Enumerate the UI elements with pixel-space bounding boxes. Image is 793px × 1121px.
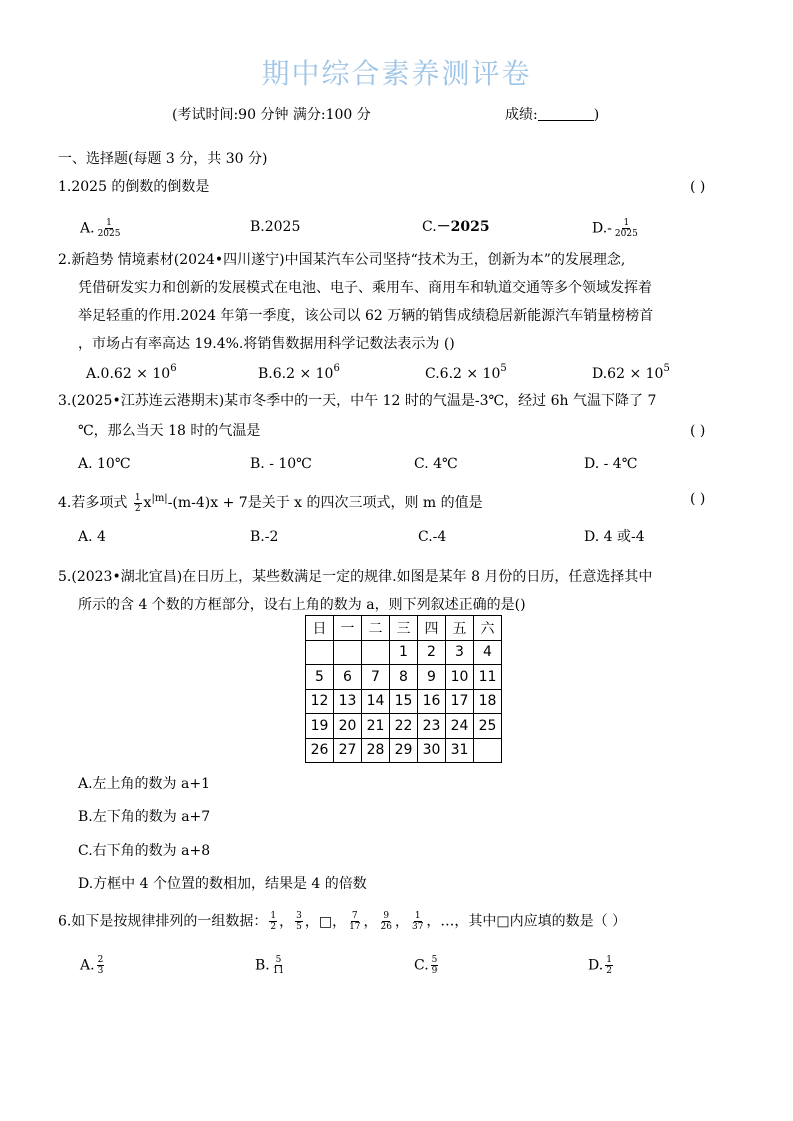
q6-option-a: A. $\frac{2}{3}$: [80, 955, 104, 976]
fraction: $\frac{5}{9}$: [431, 955, 438, 976]
calendar-cell: 25: [474, 714, 502, 739]
q4-option-b: B.-2: [250, 529, 279, 545]
q1-stem: 1.2025 的倒数的倒数是: [58, 179, 210, 195]
fraction: $\frac{3}{5}$: [296, 911, 302, 932]
fraction: $\frac{9}{26}$: [380, 911, 392, 932]
fraction: $\frac{1}{2}$: [134, 492, 141, 514]
q4-answer-paren: ( ): [690, 491, 706, 507]
calendar-cell: [334, 640, 362, 665]
q5-option-b: B.左下角的数为 a+7: [78, 809, 211, 825]
q5-line-1: 5.(2023•湖北宜昌)在日历上，某些数满足一定的规律.如图是某年 8 月份的日历，任意选择其中: [58, 569, 653, 585]
q5-option-c: C.右下角的数为 a+8: [78, 843, 211, 859]
q2-line-4: ，市场占有率高达 19.4%.将销售数据用科学记数法表示为 (): [78, 336, 455, 352]
calendar-cell: 15: [390, 689, 418, 714]
q6-stem: 6.如下是按规律排列的一组数据： $\frac{1}{2}$ ， $\frac{3}{5}$ ，□， $\frac{7}{17}$ ， $\frac{9}{26}$ ， $\frac{1}{37}$ ，…，其中□内应填的数是（ ）: [58, 911, 627, 932]
q1-option-a: A. $\frac{1}{2025}$: [80, 218, 121, 239]
blank-box: □: [318, 913, 333, 930]
q1-option-c: C.－2025: [422, 219, 490, 235]
calendar-cell: 四: [418, 616, 446, 641]
q4-option-d: D. 4 或-4: [584, 529, 645, 545]
fraction: $\frac{5}{11}$: [272, 955, 285, 976]
calendar-cell: 4: [474, 640, 502, 665]
q2-line-2: 凭借研发实力和创新的发展模式在电池、电子、乘用车、商用车和轨道交通等多个领域发挥着: [78, 280, 652, 296]
calendar-cell: 六: [474, 616, 502, 641]
q5-line-2: 所示的含 4 个数的方框部分，设右上角的数为 a，则下列叙述正确的是(): [78, 597, 526, 613]
q6-sequence: $\frac{1}{2}$ ， $\frac{3}{5}$ ，□， $\frac{7}{17}$ ， $\frac{9}{26}$ ， $\frac{1}{37}$: [270, 911, 424, 932]
calendar-cell: 日: [306, 616, 334, 641]
calendar-cell: 2: [418, 640, 446, 665]
calendar-cell: 7: [362, 665, 390, 690]
calendar-cell: 8: [390, 665, 418, 690]
calendar-cell: 13: [334, 689, 362, 714]
score-label: 成绩:: [505, 107, 538, 123]
calendar-cell: 21: [362, 714, 390, 739]
calendar-cell: [474, 738, 502, 763]
q3-line-1: 3.(2025•江苏连云港期末)某市冬季中的一天，中午 12 时的气温是-3℃，经过 6h 气温下降了 7: [58, 393, 657, 409]
q3-option-d: D. - 4℃: [584, 456, 638, 472]
calendar-cell: 二: [362, 616, 390, 641]
calendar-cell: 10: [446, 665, 474, 690]
score-field: [505, 104, 599, 124]
fraction: $\frac{7}{17}$: [349, 911, 361, 932]
calendar-row: [306, 738, 502, 763]
q4-stem: 4.若多项式 $\frac{1}{2}$ $x^{|m|}-(m-4)x + 7$是关于 x 的四次三项式，则 m 的值是: [58, 492, 483, 514]
calendar-cell: 22: [390, 714, 418, 739]
q6-option-b: B. $\frac{5}{11}$: [255, 955, 285, 976]
calendar-cell: 14: [362, 689, 390, 714]
calendar-cell: 26: [306, 738, 334, 763]
fraction: $\frac{1}{2025}$: [614, 218, 638, 239]
calendar-cell: 9: [418, 665, 446, 690]
q3-option-a: A. 10℃: [78, 456, 131, 472]
q2-line-1: 2.新趋势 情境素材(2024•四川遂宁)中国某汽车公司坚持“技术为王，创新为本”的发展理念,: [58, 252, 626, 268]
fraction: $\frac{2}{3}$: [97, 955, 104, 976]
calendar-cell: 一: [334, 616, 362, 641]
calendar-cell: 6: [334, 665, 362, 690]
calendar-cell: 三: [390, 616, 418, 641]
q3-answer-paren: ( ): [690, 423, 706, 439]
calendar-cell: 24: [446, 714, 474, 739]
fraction: $\frac{1}{2025}$: [97, 218, 121, 239]
section-heading: 一、选择题(每题 3 分，共 30 分): [58, 151, 268, 167]
q5-option-a: A.左上角的数为 a+1: [78, 776, 210, 792]
q2-option-b: $B.6.2 \times 10^6$: [258, 363, 340, 382]
calendar-cell: 18: [474, 689, 502, 714]
calendar-row: [306, 665, 502, 690]
calendar-table: [305, 615, 502, 763]
calendar-row: [306, 689, 502, 714]
q3-option-b: B. - 10℃: [250, 456, 312, 472]
calendar-cell: 28: [362, 738, 390, 763]
q1-answer-paren: ( ): [690, 179, 706, 195]
calendar-cell: 29: [390, 738, 418, 763]
calendar-cell: 12: [306, 689, 334, 714]
calendar-cell: 27: [334, 738, 362, 763]
fraction: $\frac{1}{37}$: [411, 911, 424, 932]
calendar-cell: 31: [446, 738, 474, 763]
calendar-cell: 3: [446, 640, 474, 665]
q6-option-d: D. $\frac{1}{2}$: [588, 955, 612, 976]
exam-info: (考试时间:90 分钟 满分:100 分: [172, 107, 371, 123]
calendar-cell: 五: [446, 616, 474, 641]
score-close: ): [593, 107, 600, 123]
calendar-cell: 20: [334, 714, 362, 739]
calendar-cell: [362, 640, 390, 665]
q4-option-a: A. 4: [78, 529, 106, 545]
q4-option-c: C.-4: [418, 529, 447, 545]
calendar-header-row: [306, 616, 502, 641]
fraction: $\frac{1}{2}$: [606, 955, 612, 976]
q2-line-3: 举足轻重的作用.2024 年第一季度，该公司以 62 万辆的销售成绩稳居新能源汽车销量榜榜首: [78, 308, 654, 324]
calendar-cell: 5: [306, 665, 334, 690]
q2-option-a: $A.0.62 \times 10^6$: [86, 363, 177, 382]
q2-option-d: $D.62 \times 10^5$: [592, 363, 670, 382]
fraction: $\frac{1}{2}$: [270, 911, 277, 932]
q1-option-b: B.2025: [250, 219, 301, 235]
calendar-cell: 17: [446, 689, 474, 714]
calendar-cell: 11: [474, 665, 502, 690]
calendar-cell: 16: [418, 689, 446, 714]
calendar-cell: 1: [390, 640, 418, 665]
page-title: 期中综合素养测评卷: [261, 57, 532, 90]
q1-option-d: D.- $\frac{1}{2025}$: [592, 218, 638, 239]
q3-option-c: C. 4℃: [414, 456, 458, 472]
score-blank[interactable]: [538, 106, 594, 121]
calendar-cell: 19: [306, 714, 334, 739]
q5-option-d: D.方框中 4 个位置的数相加，结果是 4 的倍数: [78, 876, 367, 892]
q3-line-2: ℃，那么当天 18 时的气温是: [78, 423, 261, 439]
calendar-cell: 30: [418, 738, 446, 763]
calendar-cell: 23: [418, 714, 446, 739]
q6-option-c: C. $\frac{5}{9}$: [414, 955, 438, 976]
calendar-cell: [306, 640, 334, 665]
calendar-row: [306, 640, 502, 665]
calendar-row: [306, 714, 502, 739]
q2-option-c: $C.6.2 \times 10^5$: [425, 363, 507, 382]
